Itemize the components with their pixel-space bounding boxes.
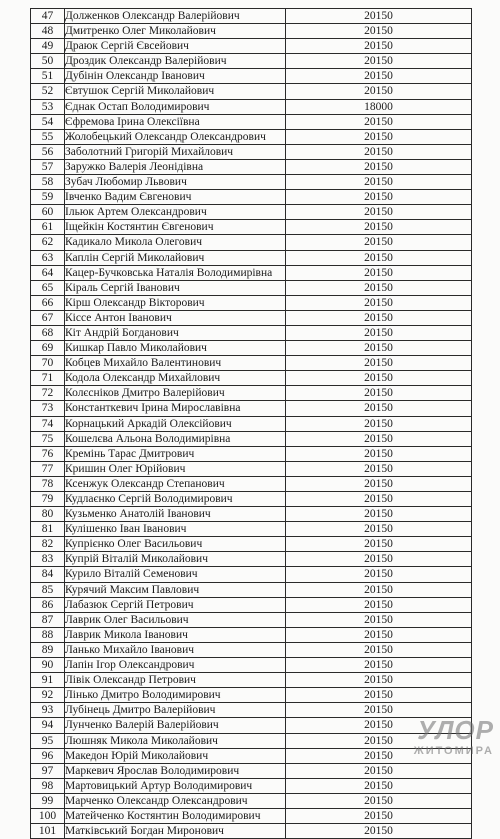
row-number-cell: 87	[31, 612, 65, 627]
table-row	[31, 416, 472, 431]
amount-cell: 20150	[286, 552, 472, 567]
table-row	[31, 310, 472, 325]
amount-cell: 20150	[286, 808, 472, 823]
full-name-cell: Кобцев Михайло Валентинович	[65, 356, 286, 371]
full-name-cell: Дмитренко Олег Миколайович	[65, 24, 286, 39]
row-number-cell: 72	[31, 386, 65, 401]
table-row	[31, 325, 472, 340]
full-name-cell: Кіссе Антон Іванович	[65, 310, 286, 325]
row-number-cell: 69	[31, 341, 65, 356]
table-row	[31, 703, 472, 718]
full-name-cell: Курячий Максим Павлович	[65, 582, 286, 597]
row-number-cell: 80	[31, 507, 65, 522]
row-number-cell: 84	[31, 567, 65, 582]
amount-cell: 20150	[286, 733, 472, 748]
row-number-cell: 67	[31, 310, 65, 325]
amount-cell: 20150	[286, 718, 472, 733]
table-row	[31, 280, 472, 295]
full-name-cell: Жолобецький Олександр Олександрович	[65, 129, 286, 144]
table-row	[31, 99, 472, 114]
table-row	[31, 778, 472, 793]
full-name-cell: Лабазюк Сергій Петрович	[65, 597, 286, 612]
amount-cell: 20150	[286, 175, 472, 190]
row-number-cell: 83	[31, 552, 65, 567]
full-name-cell: Долженков Олександр Валерійович	[65, 9, 286, 24]
amount-cell: 20150	[286, 265, 472, 280]
table-row	[31, 808, 472, 823]
full-name-cell: Марченко Олександр Олександрович	[65, 793, 286, 808]
full-name-cell: Драюк Сергій Євсейович	[65, 39, 286, 54]
table-row	[31, 446, 472, 461]
full-name-cell: Корнацький Аркадій Олексійович	[65, 416, 286, 431]
table-row	[31, 582, 472, 597]
row-number-cell: 99	[31, 793, 65, 808]
row-number-cell: 66	[31, 295, 65, 310]
full-name-cell: Івченко Вадим Євгенович	[65, 190, 286, 205]
full-name-cell: Кадикало Микола Олегович	[65, 235, 286, 250]
row-number-cell: 98	[31, 778, 65, 793]
amount-cell: 20150	[286, 54, 472, 69]
watermark-title: УЛОР	[417, 715, 494, 745]
amount-cell: 20150	[286, 220, 472, 235]
row-number-cell: 95	[31, 733, 65, 748]
row-number-cell: 79	[31, 492, 65, 507]
table-row	[31, 612, 472, 627]
table-row	[31, 235, 472, 250]
table-row	[31, 9, 472, 24]
amount-cell: 20150	[286, 280, 472, 295]
table-row	[31, 718, 472, 733]
full-name-cell: Лівік Олександр Петрович	[65, 673, 286, 688]
amount-cell: 20150	[286, 492, 472, 507]
table-row	[31, 144, 472, 159]
amount-cell: 20150	[286, 507, 472, 522]
row-number-cell: 86	[31, 597, 65, 612]
amount-cell: 20150	[286, 778, 472, 793]
full-name-cell: Кремінь Тарас Дмитрович	[65, 446, 286, 461]
full-name-cell: Ксенжук Олександр Степанович	[65, 476, 286, 491]
table-row	[31, 552, 472, 567]
full-name-cell: Кулішенко Іван Іванович	[65, 522, 286, 537]
row-number-cell: 53	[31, 99, 65, 114]
amount-cell: 20150	[286, 627, 472, 642]
full-name-cell: Ланько Михайло Іванович	[65, 642, 286, 657]
table-row	[31, 642, 472, 657]
amount-cell: 20150	[286, 129, 472, 144]
full-name-cell: Кришин Олег Юрійович	[65, 461, 286, 476]
full-name-cell: Люшняк Микола Миколайович	[65, 733, 286, 748]
row-number-cell: 48	[31, 24, 65, 39]
amount-cell: 20150	[286, 703, 472, 718]
full-name-cell: Константкевич Ірина Мирославівна	[65, 401, 286, 416]
full-name-cell: Купрій Віталій Миколайович	[65, 552, 286, 567]
amount-cell: 20150	[286, 461, 472, 476]
table-row	[31, 220, 472, 235]
row-number-cell: 76	[31, 446, 65, 461]
amount-cell: 18000	[286, 99, 472, 114]
table-row	[31, 371, 472, 386]
table-row	[31, 265, 472, 280]
amount-cell: 20150	[286, 673, 472, 688]
table-row	[31, 627, 472, 642]
full-name-cell: Заружко Валерія Леонідівна	[65, 159, 286, 174]
amount-cell: 20150	[286, 567, 472, 582]
row-number-cell: 73	[31, 401, 65, 416]
row-number-cell: 90	[31, 658, 65, 673]
table-row	[31, 341, 472, 356]
amount-cell: 20150	[286, 310, 472, 325]
table-row	[31, 431, 472, 446]
row-number-cell: 50	[31, 54, 65, 69]
table-row	[31, 522, 472, 537]
full-name-cell: Кудлаєнко Сергій Володимирович	[65, 492, 286, 507]
table-row	[31, 688, 472, 703]
row-number-cell: 92	[31, 688, 65, 703]
full-name-cell: Лаврик Олег Васильович	[65, 612, 286, 627]
amount-cell: 20150	[286, 295, 472, 310]
full-name-cell: Кодола Олександр Михайлович	[65, 371, 286, 386]
amount-cell: 20150	[286, 793, 472, 808]
row-number-cell: 94	[31, 718, 65, 733]
amount-cell: 20150	[286, 446, 472, 461]
amount-cell: 20150	[286, 114, 472, 129]
amount-cell: 20150	[286, 144, 472, 159]
row-number-cell: 82	[31, 537, 65, 552]
amount-cell: 20150	[286, 386, 472, 401]
row-number-cell: 56	[31, 144, 65, 159]
row-number-cell: 74	[31, 416, 65, 431]
amount-cell: 20150	[286, 537, 472, 552]
amount-cell: 20150	[286, 190, 472, 205]
amount-cell: 20150	[286, 235, 472, 250]
full-name-cell: Лаврик Микола Іванович	[65, 627, 286, 642]
amount-cell: 20150	[286, 9, 472, 24]
amount-cell: 20150	[286, 84, 472, 99]
table-row	[31, 114, 472, 129]
table-row	[31, 461, 472, 476]
row-number-cell: 65	[31, 280, 65, 295]
table-row	[31, 733, 472, 748]
full-name-cell: Іщейкін Костянтин Євгенович	[65, 220, 286, 235]
table-row	[31, 597, 472, 612]
full-name-cell: Матейченко Костянтин Володимирович	[65, 808, 286, 823]
row-number-cell: 60	[31, 205, 65, 220]
row-number-cell: 54	[31, 114, 65, 129]
table-row	[31, 507, 472, 522]
table-row	[31, 567, 472, 582]
row-number-cell: 91	[31, 673, 65, 688]
row-number-cell: 51	[31, 69, 65, 84]
amount-cell: 20150	[286, 748, 472, 763]
row-number-cell: 47	[31, 9, 65, 24]
table-row	[31, 748, 472, 763]
amount-cell: 20150	[286, 658, 472, 673]
row-number-cell: 75	[31, 431, 65, 446]
table-row	[31, 84, 472, 99]
table-row	[31, 492, 472, 507]
full-name-cell: Колєсніков Дмитро Валерійович	[65, 386, 286, 401]
row-number-cell: 68	[31, 325, 65, 340]
row-number-cell: 62	[31, 235, 65, 250]
row-number-cell: 93	[31, 703, 65, 718]
amount-cell: 20150	[286, 205, 472, 220]
table-row	[31, 190, 472, 205]
row-number-cell: 71	[31, 371, 65, 386]
full-name-cell: Ільюк Артем Олександрович	[65, 205, 286, 220]
full-name-cell: Лубінець Дмитро Валерійович	[65, 703, 286, 718]
table-row	[31, 39, 472, 54]
full-name-cell: Кишкар Павло Миколайович	[65, 341, 286, 356]
payment-table	[30, 8, 472, 839]
row-number-cell: 81	[31, 522, 65, 537]
amount-cell: 20150	[286, 431, 472, 446]
amount-cell: 20150	[286, 688, 472, 703]
full-name-cell: Євтушок Сергій Миколайович	[65, 84, 286, 99]
table-row	[31, 658, 472, 673]
row-number-cell: 77	[31, 461, 65, 476]
table-row	[31, 159, 472, 174]
watermark-subtitle: ЖИТОМИРА	[413, 745, 494, 757]
table-row	[31, 401, 472, 416]
row-number-cell: 61	[31, 220, 65, 235]
full-name-cell: Дубінін Олександр Іванович	[65, 69, 286, 84]
table-row	[31, 295, 472, 310]
row-number-cell: 55	[31, 129, 65, 144]
full-name-cell: Дроздик Олександр Валерійович	[65, 54, 286, 69]
amount-cell: 20150	[286, 24, 472, 39]
table-row	[31, 386, 472, 401]
full-name-cell: Матківський Богдан Миронович	[65, 824, 286, 839]
row-number-cell: 78	[31, 476, 65, 491]
row-number-cell: 97	[31, 763, 65, 778]
row-number-cell: 58	[31, 175, 65, 190]
full-name-cell: Македон Юрій Миколайович	[65, 748, 286, 763]
table-row	[31, 129, 472, 144]
row-number-cell: 59	[31, 190, 65, 205]
amount-cell: 20150	[286, 476, 472, 491]
table-row	[31, 175, 472, 190]
amount-cell: 20150	[286, 401, 472, 416]
amount-cell: 20150	[286, 39, 472, 54]
full-name-cell: Купрієнко Олег Васильович	[65, 537, 286, 552]
amount-cell: 20150	[286, 325, 472, 340]
table-row	[31, 69, 472, 84]
full-name-cell: Кіт Андрій Богданович	[65, 325, 286, 340]
row-number-cell: 88	[31, 627, 65, 642]
amount-cell: 20150	[286, 522, 472, 537]
row-number-cell: 89	[31, 642, 65, 657]
amount-cell: 20150	[286, 582, 472, 597]
full-name-cell: Лунченко Валерій Валерійович	[65, 718, 286, 733]
table-row	[31, 824, 472, 839]
full-name-cell: Кошелєва Альона Володимирівна	[65, 431, 286, 446]
row-number-cell: 64	[31, 265, 65, 280]
row-number-cell: 96	[31, 748, 65, 763]
table-row	[31, 205, 472, 220]
full-name-cell: Кузьменко Анатолій Іванович	[65, 507, 286, 522]
full-name-cell: Кірш Олександр Вікторович	[65, 295, 286, 310]
table-row	[31, 476, 472, 491]
table-row	[31, 763, 472, 778]
full-name-cell: Лапін Ігор Олександрович	[65, 658, 286, 673]
row-number-cell: 57	[31, 159, 65, 174]
full-name-cell: Єфремова Ірина Олексіївна	[65, 114, 286, 129]
table-body	[31, 9, 472, 839]
table-row	[31, 537, 472, 552]
full-name-cell: Кіраль Сергій Іванович	[65, 280, 286, 295]
table-row	[31, 356, 472, 371]
row-number-cell: 70	[31, 356, 65, 371]
row-number-cell: 63	[31, 250, 65, 265]
full-name-cell: Заболотний Григорій Михайлович	[65, 144, 286, 159]
amount-cell: 20150	[286, 642, 472, 657]
full-name-cell: Кацер-Бучковська Наталія Володимирівна	[65, 265, 286, 280]
amount-cell: 20150	[286, 159, 472, 174]
full-name-cell: Лінько Дмитро Володимирович	[65, 688, 286, 703]
amount-cell: 20150	[286, 612, 472, 627]
amount-cell: 20150	[286, 597, 472, 612]
table-row	[31, 793, 472, 808]
amount-cell: 20150	[286, 416, 472, 431]
row-number-cell: 100	[31, 808, 65, 823]
full-name-cell: Мартовицький Артур Володимирович	[65, 778, 286, 793]
row-number-cell: 101	[31, 824, 65, 839]
amount-cell: 20150	[286, 250, 472, 265]
row-number-cell: 49	[31, 39, 65, 54]
table-row	[31, 250, 472, 265]
amount-cell: 20150	[286, 341, 472, 356]
table-row	[31, 54, 472, 69]
full-name-cell: Зубач Любомир Львович	[65, 175, 286, 190]
table-row	[31, 24, 472, 39]
amount-cell: 20150	[286, 371, 472, 386]
amount-cell: 20150	[286, 69, 472, 84]
full-name-cell: Маркевич Ярослав Володимирович	[65, 763, 286, 778]
full-name-cell: Каплін Сергій Миколайович	[65, 250, 286, 265]
full-name-cell: Єднак Остап Володимирович	[65, 99, 286, 114]
table-row	[31, 673, 472, 688]
amount-cell: 20150	[286, 824, 472, 839]
row-number-cell: 85	[31, 582, 65, 597]
row-number-cell: 52	[31, 84, 65, 99]
amount-cell: 20150	[286, 356, 472, 371]
full-name-cell: Курило Віталій Семенович	[65, 567, 286, 582]
amount-cell: 20150	[286, 763, 472, 778]
